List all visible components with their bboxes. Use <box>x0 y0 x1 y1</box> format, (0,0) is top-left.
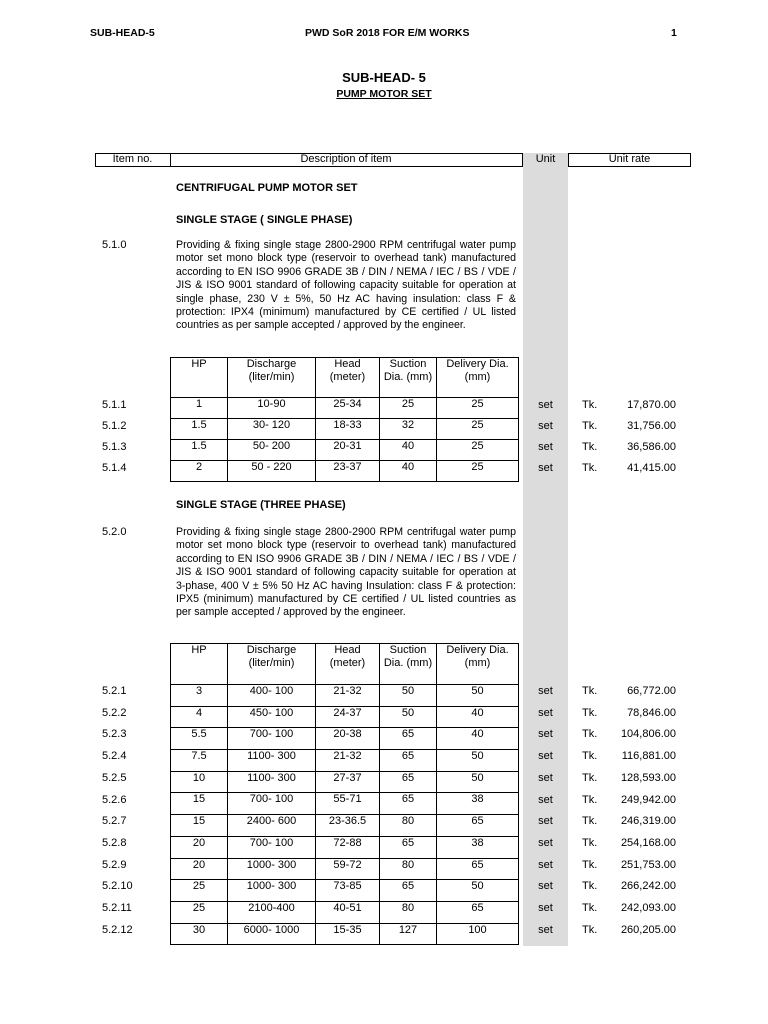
spec-cell-head: 18-33 <box>316 419 380 440</box>
spec-header-hp: HP <box>171 644 228 685</box>
row-unit-rate: 116,881.00 <box>621 750 676 763</box>
row-currency: Tk. <box>582 420 598 432</box>
row-unit: set <box>538 815 553 828</box>
spec-cell-suction: 65 <box>380 793 437 815</box>
spec-cell-discharge: 1000- 300 <box>228 880 316 902</box>
spec-cell-delivery: 25 <box>437 440 519 461</box>
row-currency: Tk. <box>582 902 598 914</box>
row-item-number: 5.1.3 <box>102 441 127 453</box>
spec-cell-head: 21-32 <box>316 750 380 772</box>
row-unit-rate: 254,168.00 <box>620 836 676 849</box>
spec-cell-delivery: 65 <box>437 858 519 880</box>
spec-cell-suction: 127 <box>380 923 437 945</box>
spec-cell-suction: 32 <box>380 419 437 440</box>
spec-cell-discharge: 700- 100 <box>228 793 316 815</box>
row-currency: Tk. <box>582 728 598 741</box>
spec-cell-suction: 65 <box>380 771 437 793</box>
row-unit-rate: 66,772.00 <box>627 685 676 697</box>
spec-cell-suction: 80 <box>380 901 437 923</box>
spec-header-delivery: Delivery Dia. (mm) <box>437 358 519 398</box>
row-unit-rate: 249,942.00 <box>620 793 676 806</box>
row-unit: set <box>538 462 553 474</box>
spec-cell-hp: 3 <box>171 685 228 707</box>
spec-cell-delivery: 40 <box>437 728 519 750</box>
spec-cell-discharge: 700- 100 <box>228 836 316 858</box>
spec-cell-head: 55-71 <box>316 793 380 815</box>
row-unit-rate: 41,415.00 <box>627 462 676 474</box>
spec-cell-discharge: 50 - 220 <box>228 461 316 482</box>
spec-cell-discharge: 1100- 300 <box>228 750 316 772</box>
row-unit: set <box>538 836 553 849</box>
spec-cell-hp: 25 <box>171 880 228 902</box>
spec-cell-suction: 65 <box>380 836 437 858</box>
spec-cell-hp: 10 <box>171 771 228 793</box>
row-unit: set <box>538 685 553 697</box>
spec-cell-discharge: 50- 200 <box>228 440 316 461</box>
spec-cell-suction: 65 <box>380 880 437 902</box>
row-unit: set <box>538 923 553 936</box>
row-currency: Tk. <box>582 441 598 453</box>
row-item-number: 5.1.2 <box>102 420 127 432</box>
row-unit-rate: 246,319.00 <box>620 815 676 828</box>
row-currency: Tk. <box>582 815 598 828</box>
row-item-number: 5.1.4 <box>102 462 127 474</box>
spec-row <box>171 398 519 419</box>
spec-header-discharge: Discharge (liter/min) <box>228 358 316 398</box>
row-item-number: 5.2.2 <box>102 706 127 719</box>
spec-cell-discharge: 450- 100 <box>228 706 316 728</box>
spec-header-head: Head (meter) <box>316 644 380 685</box>
spec-cell-discharge: 700- 100 <box>228 728 316 750</box>
three-phase-description: Providing & fixing single stage 2800-2900 RPM centrifugal water pump motor set mono block type (reservoir to overhead tank) manufactured according to EN ISO 9906 GRADE 3B / DIN / NEMA / IEC / BS / VDE / JIS & ISO 9001 standard of following capacity suitable for operation at 3-phase, 400 V ± 5% 50 Hz AC having Insulation: class F & protection: IPX5 (minimum) manufactured by CE certified / UL listed countries as per sample accepted / approved by the engineer. <box>176 526 516 619</box>
spec-cell-hp: 20 <box>171 836 228 858</box>
spec-cell-hp: 4 <box>171 706 228 728</box>
row-item-number: 5.2.1 <box>102 685 127 697</box>
column-item-no: Item no. <box>112 153 153 165</box>
spec-cell-suction: 50 <box>380 706 437 728</box>
spec-cell-hp: 7.5 <box>171 750 228 772</box>
spec-cell-hp: 5.5 <box>171 728 228 750</box>
row-currency: Tk. <box>582 836 598 849</box>
spec-cell-discharge: 2100-400 <box>228 901 316 923</box>
row-item-number: 5.2.5 <box>102 771 127 784</box>
spec-cell-hp: 1.5 <box>171 419 228 440</box>
spec-row <box>171 685 519 707</box>
spec-cell-hp: 15 <box>171 793 228 815</box>
spec-cell-delivery: 100 <box>437 923 519 945</box>
spec-cell-discharge: 10-90 <box>228 398 316 419</box>
spec-cell-suction: 80 <box>380 815 437 837</box>
row-unit: set <box>538 420 553 432</box>
section-heading: CENTRIFUGAL PUMP MOTOR SET <box>176 182 358 194</box>
spec-cell-discharge: 6000- 1000 <box>228 923 316 945</box>
spec-cell-hp: 15 <box>171 815 228 837</box>
row-currency: Tk. <box>582 399 598 411</box>
spec-cell-discharge: 2400- 600 <box>228 815 316 837</box>
spec-row <box>171 771 519 793</box>
item-number: 5.2.0 <box>102 526 127 538</box>
row-item-number: 5.2.4 <box>102 750 127 763</box>
spec-row <box>171 440 519 461</box>
single-phase-description: Providing & fixing single stage 2800-2900 RPM centrifugal water pump motor set mono block type (reservoir to overhead tank) manufactured according to EN ISO 9906 GRADE 3B / DIN / NEMA / IEC / BS / VDE / JIS & ISO 9001 standard of following capacity suitable for operation at single phase, 230 V ± 5%, 50 Hz AC having insulation: class F & protection: IPX4 (minimum) manufactured by CE certified / UL listed countries as per sample accepted / approved by the engineer. <box>176 239 516 332</box>
row-unit: set <box>538 750 553 763</box>
spec-cell-discharge: 1100- 300 <box>228 771 316 793</box>
spec-cell-head: 20-38 <box>316 728 380 750</box>
row-item-number: 5.2.3 <box>102 728 127 741</box>
row-item-number: 5.2.7 <box>102 815 127 828</box>
spec-cell-delivery: 50 <box>437 685 519 707</box>
spec-cell-delivery: 50 <box>437 771 519 793</box>
column-description: Description of item <box>300 153 392 165</box>
column-unit: Unit <box>523 153 568 167</box>
spec-cell-head: 27-37 <box>316 771 380 793</box>
spec-cell-delivery: 65 <box>437 901 519 923</box>
spec-row <box>171 728 519 750</box>
row-unit-rate: 36,586.00 <box>627 441 676 453</box>
row-currency: Tk. <box>582 750 598 763</box>
item-number: 5.1.0 <box>102 239 127 251</box>
row-item-number: 5.2.9 <box>102 858 127 871</box>
row-unit: set <box>538 902 553 914</box>
spec-cell-head: 40-51 <box>316 901 380 923</box>
row-unit-rate: 78,846.00 <box>627 706 676 719</box>
spec-cell-suction: 80 <box>380 858 437 880</box>
spec-row <box>171 793 519 815</box>
spec-row <box>171 923 519 945</box>
spec-header-head: Head (meter) <box>316 358 380 398</box>
row-unit-rate: 251,753.00 <box>620 858 676 871</box>
row-unit: set <box>538 728 553 741</box>
row-unit: set <box>538 793 553 806</box>
spec-row <box>171 901 519 923</box>
row-currency: Tk. <box>582 685 598 697</box>
spec-row <box>171 858 519 880</box>
row-unit: set <box>538 858 553 871</box>
spec-row <box>171 880 519 902</box>
spec-row <box>171 815 519 837</box>
row-currency: Tk. <box>582 462 598 474</box>
row-item-number: 5.2.12 <box>102 923 133 936</box>
spec-cell-suction: 40 <box>380 461 437 482</box>
page-title: SUB-HEAD- 5 <box>342 70 426 85</box>
column-unit-rate: Unit rate <box>608 153 651 165</box>
spec-cell-hp: 30 <box>171 923 228 945</box>
spec-cell-delivery: 38 <box>437 836 519 858</box>
spec-cell-suction: 25 <box>380 398 437 419</box>
single-phase-spec-table <box>170 357 519 482</box>
spec-header-hp: HP <box>171 358 228 398</box>
spec-cell-head: 59-72 <box>316 858 380 880</box>
row-unit-rate: 266,242.00 <box>620 880 676 893</box>
spec-cell-suction: 65 <box>380 728 437 750</box>
spec-cell-delivery: 40 <box>437 706 519 728</box>
row-item-number: 5.1.1 <box>102 399 127 411</box>
spec-cell-discharge: 1000- 300 <box>228 858 316 880</box>
spec-cell-hp: 1.5 <box>171 440 228 461</box>
page-subtitle: PUMP MOTOR SET <box>336 88 432 100</box>
header-center: PWD SoR 2018 FOR E/M WORKS <box>305 27 470 39</box>
row-currency: Tk. <box>582 706 598 719</box>
spec-cell-suction: 65 <box>380 750 437 772</box>
spec-cell-head: 23-36.5 <box>316 815 380 837</box>
spec-cell-head: 25-34 <box>316 398 380 419</box>
spec-cell-delivery: 38 <box>437 793 519 815</box>
spec-cell-head: 15-35 <box>316 923 380 945</box>
page-number: 1 <box>671 27 677 39</box>
row-currency: Tk. <box>582 858 598 871</box>
row-unit: set <box>538 706 553 719</box>
row-unit: set <box>538 441 553 453</box>
spec-cell-delivery: 25 <box>437 419 519 440</box>
header-left: SUB-HEAD-5 <box>90 27 155 39</box>
row-unit-rate: 104,806.00 <box>620 728 676 741</box>
three-phase-heading: SINGLE STAGE (THREE PHASE) <box>176 499 346 511</box>
spec-header-delivery: Delivery Dia. (mm) <box>437 644 519 685</box>
spec-cell-head: 20-31 <box>316 440 380 461</box>
spec-cell-delivery: 65 <box>437 815 519 837</box>
spec-cell-delivery: 25 <box>437 398 519 419</box>
single-phase-heading: SINGLE STAGE ( SINGLE PHASE) <box>176 214 353 226</box>
spec-header-suction: Suction Dia. (mm) <box>380 358 437 398</box>
spec-row <box>171 419 519 440</box>
spec-cell-hp: 2 <box>171 461 228 482</box>
unit-column-shading <box>523 166 568 946</box>
spec-cell-discharge: 400- 100 <box>228 685 316 707</box>
row-item-number: 5.2.11 <box>102 902 132 914</box>
spec-cell-delivery: 50 <box>437 750 519 772</box>
spec-cell-suction: 40 <box>380 440 437 461</box>
row-unit: set <box>538 771 553 784</box>
spec-cell-discharge: 30- 120 <box>228 419 316 440</box>
row-currency: Tk. <box>582 880 598 893</box>
row-unit: set <box>538 880 553 893</box>
three-phase-spec-table <box>170 643 519 945</box>
spec-cell-delivery: 50 <box>437 880 519 902</box>
row-item-number: 5.2.6 <box>102 793 127 806</box>
spec-cell-hp: 25 <box>171 901 228 923</box>
spec-cell-head: 21-32 <box>316 685 380 707</box>
spec-cell-head: 24-37 <box>316 706 380 728</box>
spec-header-suction: Suction Dia. (mm) <box>380 644 437 685</box>
spec-row <box>171 461 519 482</box>
row-unit-rate: 242,093.00 <box>620 902 676 914</box>
row-unit-rate: 128,593.00 <box>620 771 676 784</box>
spec-cell-hp: 1 <box>171 398 228 419</box>
row-unit-rate: 260,205.00 <box>620 923 676 936</box>
row-item-number: 5.2.10 <box>102 880 133 893</box>
row-currency: Tk. <box>582 793 598 806</box>
spec-cell-delivery: 25 <box>437 461 519 482</box>
spec-row <box>171 836 519 858</box>
spec-cell-head: 23-37 <box>316 461 380 482</box>
spec-cell-head: 73-85 <box>316 880 380 902</box>
row-currency: Tk. <box>582 923 598 936</box>
row-currency: Tk. <box>582 771 598 784</box>
row-unit-rate: 17,870.00 <box>627 399 676 411</box>
row-unit-rate: 31,756.00 <box>627 420 676 432</box>
row-unit: set <box>538 399 553 411</box>
spec-cell-head: 72-88 <box>316 836 380 858</box>
spec-cell-hp: 20 <box>171 858 228 880</box>
spec-cell-suction: 50 <box>380 685 437 707</box>
spec-header-discharge: Discharge (liter/min) <box>228 644 316 685</box>
spec-row <box>171 750 519 772</box>
row-item-number: 5.2.8 <box>102 836 127 849</box>
spec-row <box>171 706 519 728</box>
